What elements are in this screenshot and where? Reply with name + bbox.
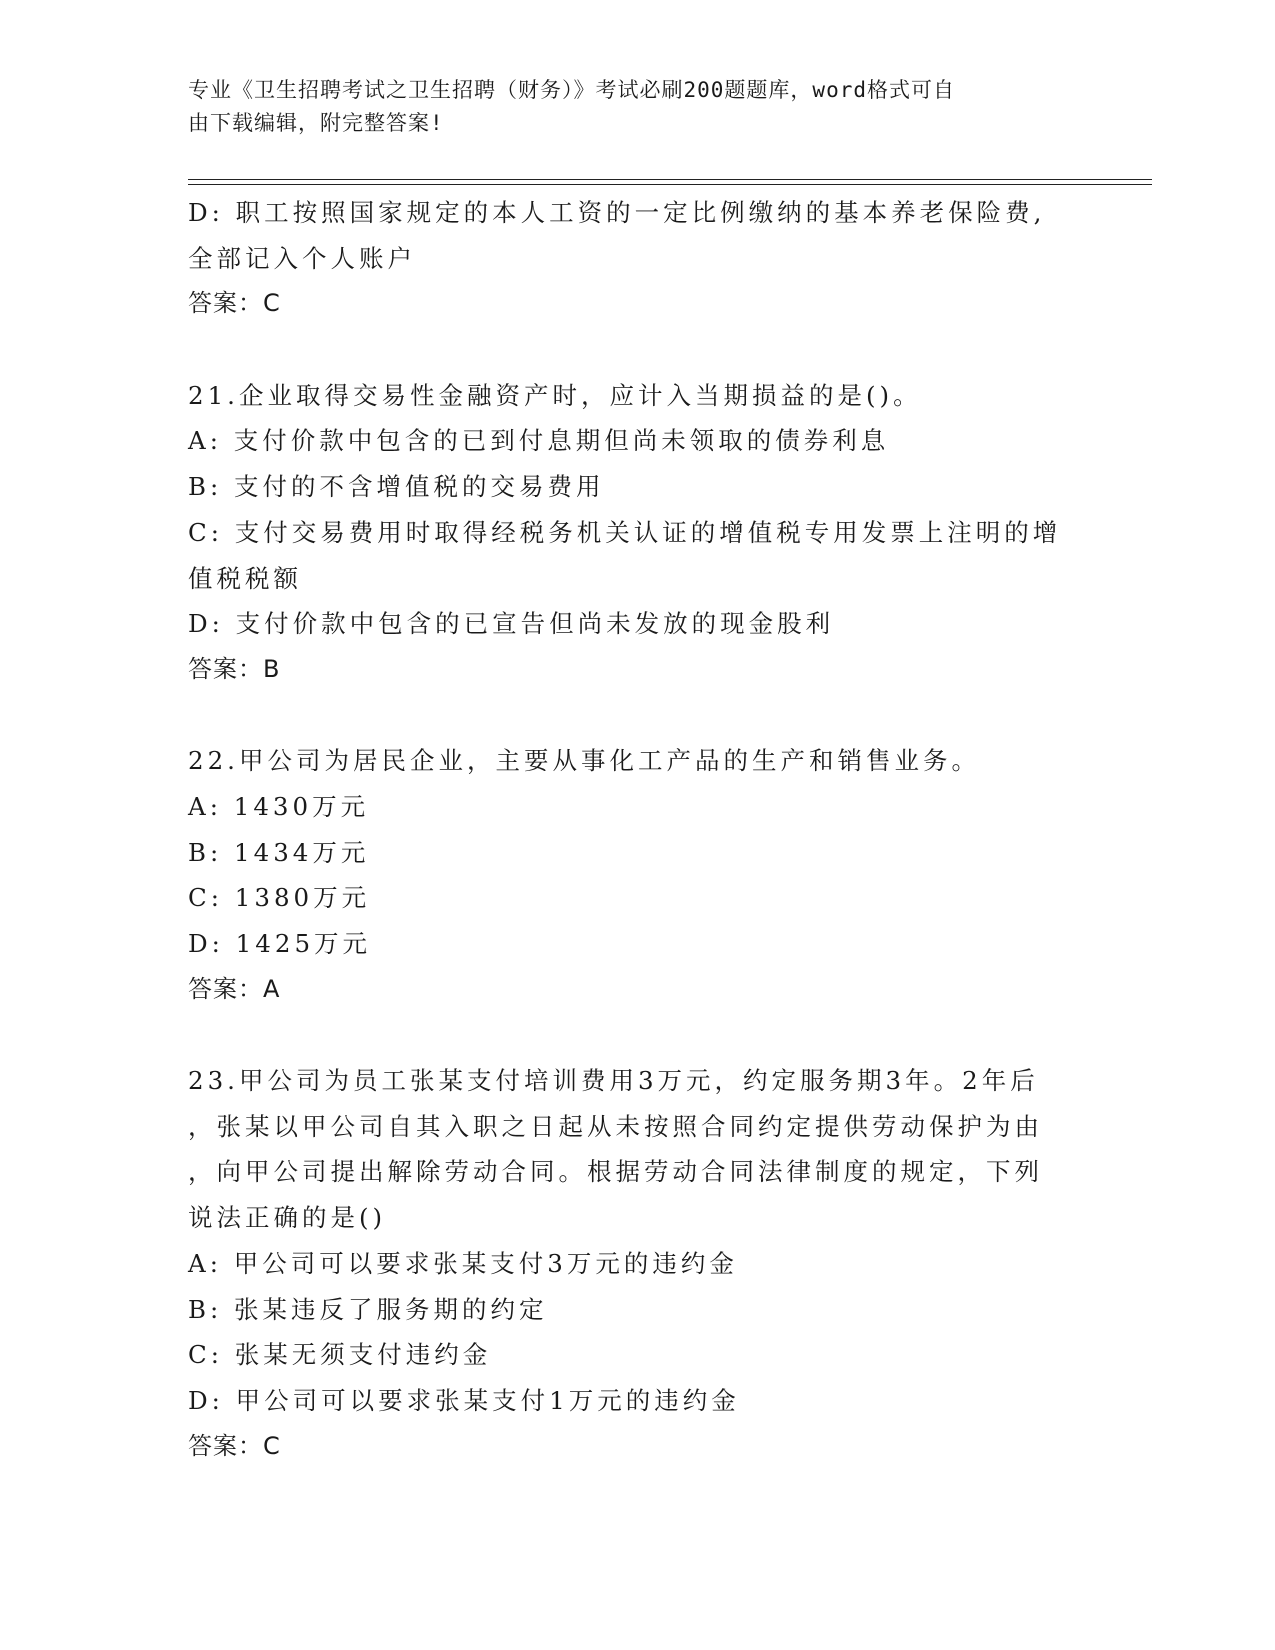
question-stem-line-3: ，向甲公司提出解除劳动合同。根据劳动合同法律制度的规定，下列 (188, 1157, 1043, 1187)
question-stem-line-1: 23.甲公司为员工张某支付培训费用3万元，约定服务期3年。2年后 (188, 1066, 1039, 1096)
spacer (188, 327, 1088, 373)
question-block-21 (188, 373, 1088, 693)
option-b: B: 支付的不含增值税的交易费用 (188, 472, 605, 502)
answer-label: 答案：C (188, 1431, 281, 1460)
header-divider-bottom (188, 184, 1152, 185)
option-d: D: 支付价款中包含的已宣告但尚未发放的现金股利 (188, 609, 835, 639)
option-d: D: 1425万元 (188, 929, 372, 958)
question-block-22 (188, 738, 1088, 1012)
option-c: C: 张某无须支付违约金 (188, 1340, 492, 1370)
header-line-1: 专业《卫生招聘考试之卫生招聘（财务）》考试必刷200题题库，word格式可自 (188, 78, 955, 102)
document-header (188, 74, 1088, 140)
question-block-23 (188, 1058, 1088, 1469)
question-stem: 22.甲公司为居民企业，主要从事化工产品的生产和销售业务。 (188, 746, 980, 776)
option-c-line-2: 值税税额 (188, 563, 302, 593)
question-block-20 (188, 190, 1088, 327)
header-divider-top (188, 179, 1152, 180)
option-a: A: 甲公司可以要求张某支付3万元的违约金 (188, 1248, 738, 1278)
option-b: B: 张某违反了服务期的约定 (188, 1294, 548, 1324)
question-stem-line-4: 说法正确的是() (188, 1203, 387, 1233)
answer-label: 答案：A (188, 974, 281, 1003)
option-c: C: 1380万元 (188, 883, 371, 913)
question-stem: 21.企业取得交易性金融资产时，应计入当期损益的是()。 (188, 380, 922, 410)
answer-label: 答案：B (188, 654, 281, 683)
option-d-line-2: 全部记入个人账户 (188, 243, 416, 273)
answer-label: 答案：C (188, 289, 281, 318)
option-b: B: 1434万元 (188, 837, 370, 867)
option-d-line-1: D: 职工按照国家规定的本人工资的一定比例缴纳的基本养老保险费, (188, 198, 1046, 227)
question-list (188, 190, 1088, 1469)
spacer (188, 1012, 1088, 1058)
option-a: A: 支付价款中包含的已到付息期但尚未领取的债券利息 (188, 426, 890, 456)
option-a: A: 1430万元 (188, 791, 370, 821)
question-stem-line-2: ，张某以甲公司自其入职之日起从未按照合同约定提供劳动保护为由 (188, 1111, 1043, 1141)
spacer (188, 693, 1088, 739)
option-d: D: 甲公司可以要求张某支付1万元的违约金 (188, 1385, 740, 1415)
header-line-2: 由下载编辑，附完整答案! (188, 111, 444, 135)
option-c-line-1: C: 支付交易费用时取得经税务机关认证的增值税专用发票上注明的增 (188, 517, 1062, 547)
